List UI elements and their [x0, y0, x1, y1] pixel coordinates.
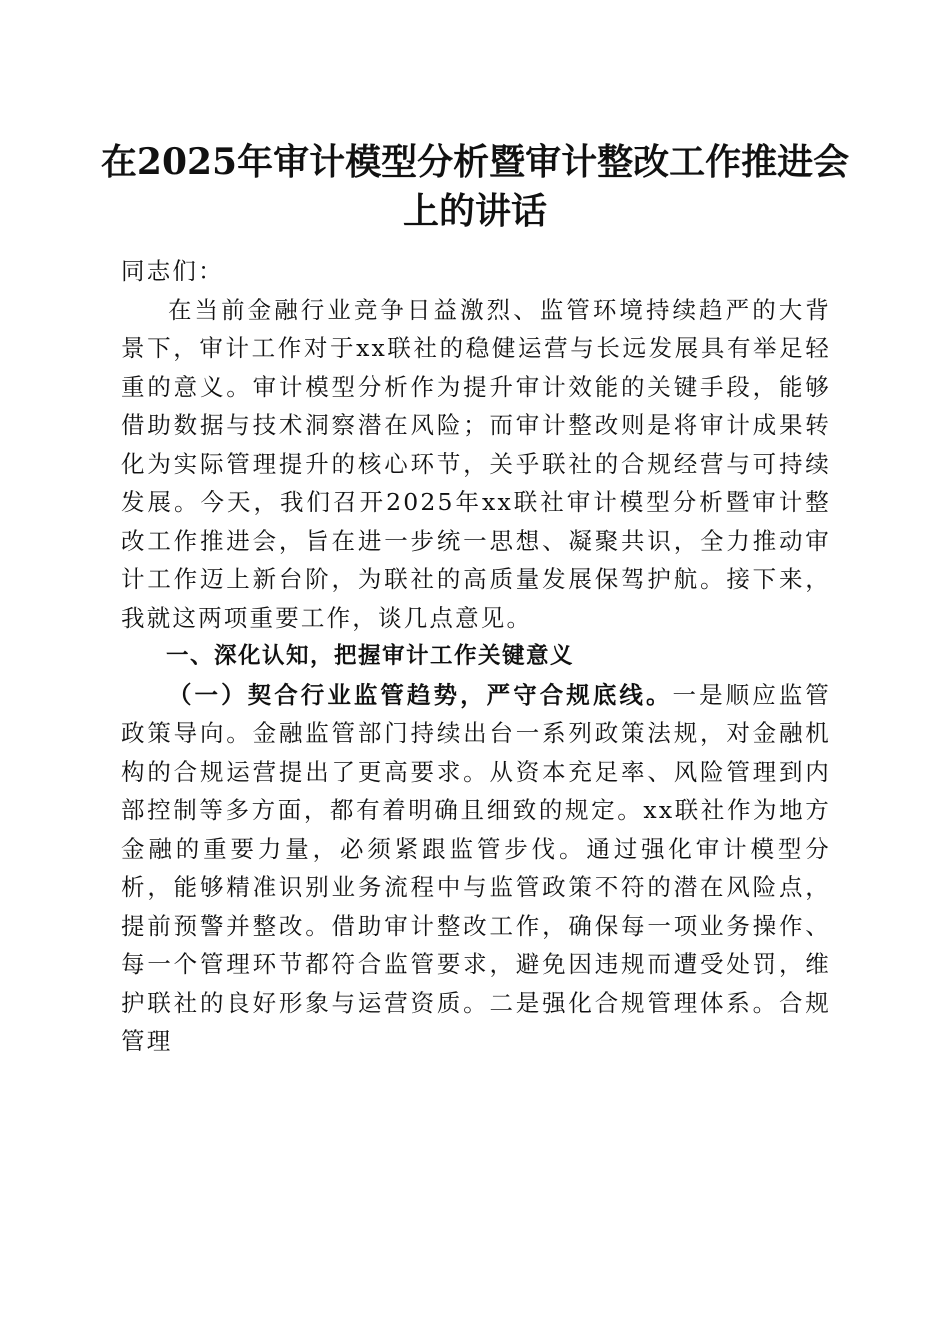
- section-heading: 一、深化认知，把握审计工作关键意义: [166, 643, 575, 669]
- salutation: 同志们：: [121, 257, 224, 285]
- subsection-text: 一是顺应监管政策导向。金融监管部门持续出台一系列政策法规，对金融机构的合规运营提出了更高要求。从资本充足率、风险管理到内部控制等多方面，都有着明确且细致的规定。xx联社作为地方金融的重要力量，必须紧跟监管步伐。通过强化审计模型分析，能够精准识别业务流程中与监管政策不符的潜在风险点，提前预警并整改。借助审计整改工作，确保每一项业务操作、每一个管理环节都符合监管要求，避免因违规而遭受处罚，维护联社的良好形象与运营资质。二是强化合规管理体系。合规管理: [121, 680, 831, 1055]
- subsection-heading: （一）契合行业监管趋势，严守合规底线。: [168, 680, 673, 709]
- document-title: 在2025年审计模型分析暨审计整改工作推进会上的讲话: [100, 141, 850, 232]
- document-body: [121, 252, 831, 1061]
- intro-paragraph: 在当前金融行业竞争日益激烈、监管环境持续趋严的大背景下，审计工作对于xx联社的稳健运营与长远发展具有举足轻重的意义。审计模型分析作为提升审计效能的关键手段，能够借助数据与技术洞察潜在风险；而审计整改则是将审计成果转化为实际管理提升的核心环节，关乎联社的合规经营与可持续发展。今天，我们召开2025年xx联社审计模型分析暨审计整改工作推进会，旨在进一步统一思想、凝聚共识，全力推动审计工作迈上新台阶，为联社的高质量发展保驾护航。接下来，我就这两项重要工作，谈几点意见。: [121, 295, 831, 632]
- subsection-paragraph: [121, 676, 831, 1061]
